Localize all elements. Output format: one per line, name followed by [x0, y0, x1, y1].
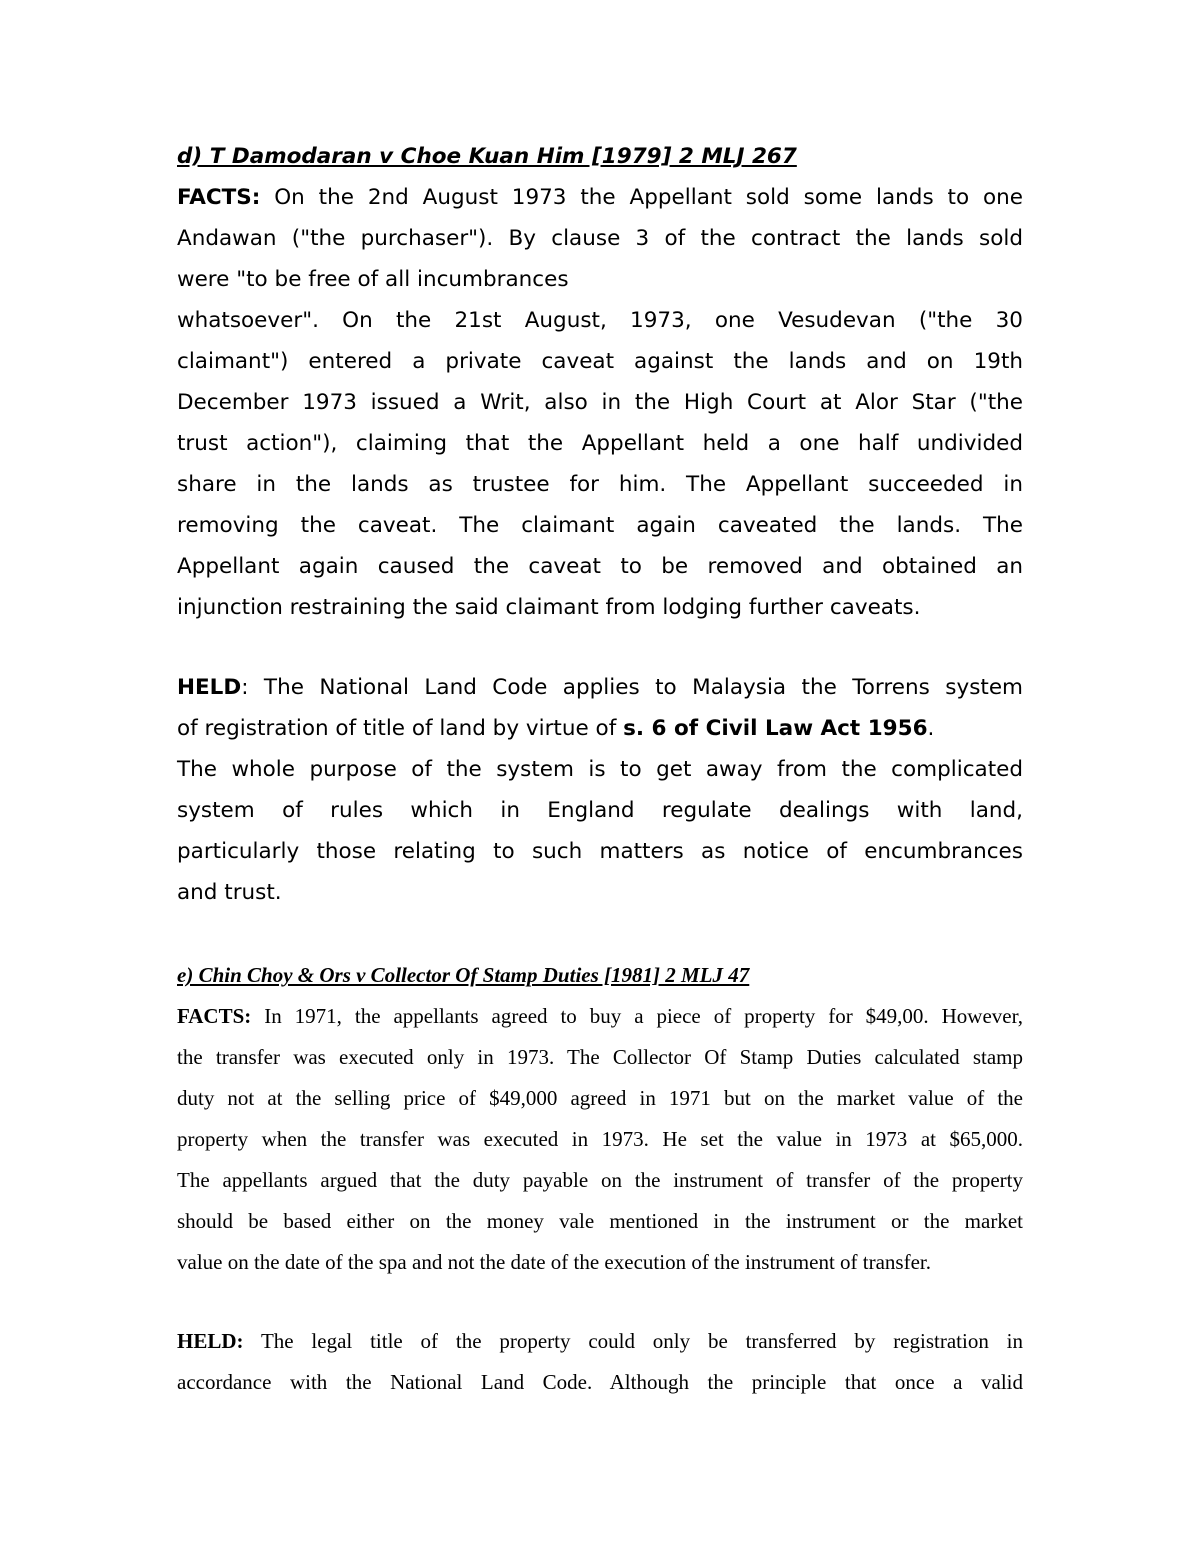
case-d-held-line: system of rules which in England regulate dealings with land, [177, 798, 1023, 823]
case-d-held-line: and trust. [177, 880, 282, 905]
case-e-held-line: HELD: The legal title of the property could only be transferred by registration in [177, 1329, 1023, 1353]
case-e-section [177, 955, 1023, 1283]
case-d-held-line: particularly those relating to such matters as notice of encumbrances [177, 839, 1023, 864]
case-d-facts-line: share in the lands as trustee for him. The Appellant succeeded in [177, 472, 1023, 497]
case-d-facts-line: trust action"), claiming that the Appellant held a one half undivided [177, 431, 1023, 456]
case-e-title: e) Chin Choy & Ors v Collector Of Stamp Duties [1981] 2 MLJ 47 [177, 963, 750, 987]
case-e-facts-line: the transfer was executed only in 1973. The Collector Of Stamp Duties calculated stamp [177, 1045, 1023, 1069]
facts-label: FACTS: [177, 1004, 252, 1028]
facts-label: FACTS: [177, 185, 261, 210]
statute-reference: s. 6 of Civil Law Act 1956 [623, 716, 928, 741]
case-d-section [177, 136, 1023, 628]
case-d-facts-line: FACTS: On the 2nd August 1973 the Appellant sold some lands to one [177, 185, 1023, 210]
case-e-facts-line: The appellants argued that the duty payable on the instrument of transfer of the property [177, 1168, 1023, 1192]
case-e-facts-line: property when the transfer was executed in 1973. He set the value in 1973 at $65,000. [177, 1127, 1023, 1151]
held-label: HELD: [177, 1329, 244, 1353]
case-d-facts-line: whatsoever". On the 21st August, 1973, one Vesudevan ("the 30 [177, 308, 1023, 333]
case-d-facts-line: injunction restraining the said claimant from lodging further caveats. [177, 595, 921, 620]
case-e-facts-line: should be based either on the money vale mentioned in the instrument or the market [177, 1209, 1023, 1233]
held-label: HELD [177, 675, 242, 700]
case-d-title: d) T Damodaran v Choe Kuan Him [1979] 2 MLJ 267 [177, 144, 797, 169]
case-d-held-section [177, 667, 1023, 913]
case-d-facts-line: were "to be free of all incumbrances [177, 267, 569, 292]
case-e-facts-line: FACTS: In 1971, the appellants agreed to buy a piece of property for $49,00. However, [177, 1004, 1023, 1028]
case-d-facts-line: claimant") entered a private caveat against the lands and on 19th [177, 349, 1023, 374]
case-d-facts-line: Appellant again caused the caveat to be removed and obtained an [177, 554, 1023, 579]
case-d-facts-line: Andawan ("the purchaser"). By clause 3 of the contract the lands sold [177, 226, 1023, 251]
case-d-facts-line: December 1973 issued a Writ, also in the High Court at Alor Star ("the [177, 390, 1023, 415]
case-d-held-line: HELD: The National Land Code applies to Malaysia the Torrens system [177, 675, 1023, 700]
case-e-held-line: accordance with the National Land Code. Although the principle that once a valid [177, 1370, 1023, 1394]
case-d-facts-line: removing the caveat. The claimant again caveated the lands. The [177, 513, 1023, 538]
case-d-held-line: The whole purpose of the system is to get away from the complicated [177, 757, 1023, 782]
case-e-facts-line: value on the date of the spa and not the date of the execution of the instrument of transfer. [177, 1250, 932, 1274]
case-d-held-line: of registration of title of land by virtue of s. 6 of Civil Law Act 1956. [177, 716, 935, 741]
case-e-held-section [177, 1321, 1023, 1403]
case-e-facts-line: duty not at the selling price of $49,000 agreed in 1971 but on the market value of the [177, 1086, 1023, 1110]
